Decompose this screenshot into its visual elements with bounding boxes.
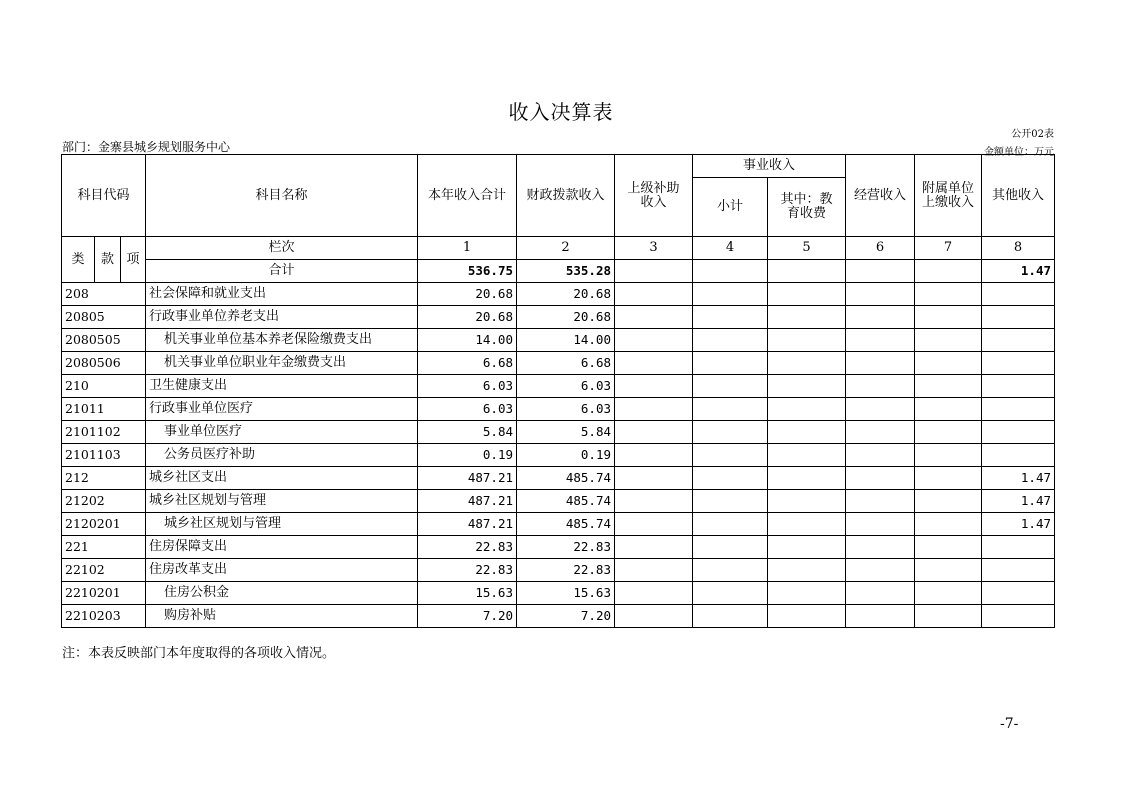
other-income-cell [982,421,1055,444]
superior-subsidy-cell [615,490,693,513]
subtotal-cell [693,467,768,490]
education-fee-cell [768,421,846,444]
superior-subsidy-cell [615,329,693,352]
subtotal-cell [693,306,768,329]
superior-subsidy-cell [615,536,693,559]
superior-subsidy-cell [615,559,693,582]
fiscal-income-cell: 7.20 [517,605,615,628]
affiliated-income-cell [915,582,982,605]
subtotal-cell [693,283,768,306]
superior-subsidy-cell [615,352,693,375]
business-income-cell [846,398,915,421]
header-career-income: 事业收入 [693,155,846,178]
fiscal-income-cell: 485.74 [517,513,615,536]
subtotal-cell [693,605,768,628]
education-fee-cell [768,536,846,559]
affiliated-income-cell [915,398,982,421]
unit-label: 金额单位：万元 [984,147,1054,158]
col-number: 6 [846,237,915,260]
total-income-cell: 22.83 [418,536,517,559]
business-income-cell [846,375,915,398]
subtotal-cell [693,352,768,375]
subject-code-cell: 212 [62,467,146,490]
affiliated-income-cell [915,283,982,306]
subject-code-cell: 2101102 [62,421,146,444]
table-row [62,421,1055,444]
subject-name-cell: 住房改革支出 [146,559,418,582]
fiscal-income-cell: 22.83 [517,559,615,582]
table-row [62,398,1055,421]
fiscal-income-cell: 15.63 [517,582,615,605]
table-body [62,283,1055,628]
table-row [62,536,1055,559]
table-row [62,513,1055,536]
subject-name-cell: 行政事业单位养老支出 [146,306,418,329]
business-income-cell [846,605,915,628]
affiliated-income-cell [915,421,982,444]
table-row [62,490,1055,513]
col-number: 3 [615,237,693,260]
subtotal-cell [693,582,768,605]
table-row [62,283,1055,306]
table-row [62,582,1055,605]
subtotal-cell [693,513,768,536]
subject-code-cell: 21202 [62,490,146,513]
subject-code-cell: 2120201 [62,513,146,536]
superior-subsidy-cell [615,582,693,605]
business-income-cell [846,490,915,513]
other-income-cell [982,444,1055,467]
total-income-cell: 0.19 [418,444,517,467]
business-income-cell [846,513,915,536]
fiscal-income-cell: 20.68 [517,283,615,306]
total-income-cell: 15.63 [418,582,517,605]
other-income-cell [982,306,1055,329]
education-fee-cell [768,352,846,375]
form-code: 公开02表 [1011,129,1054,140]
header-subtotal: 小计 [693,178,768,237]
header-superior-subsidy: 上级补助收入 [615,155,693,237]
subject-code-cell: 2210201 [62,582,146,605]
superior-subsidy-cell [615,306,693,329]
total-subtotal-value [693,260,768,283]
fiscal-income-cell: 5.84 [517,421,615,444]
total-income-cell: 487.21 [418,467,517,490]
fiscal-income-cell: 6.03 [517,398,615,421]
col-number: 7 [915,237,982,260]
total-income-cell: 14.00 [418,329,517,352]
business-income-cell [846,536,915,559]
subtotal-cell [693,398,768,421]
page-number: -7- [1000,716,1019,732]
subject-name-cell: 购房补贴 [146,605,418,628]
subject-name-cell: 社会保障和就业支出 [146,283,418,306]
education-fee-cell [768,513,846,536]
affiliated-income-cell [915,490,982,513]
education-fee-cell [768,559,846,582]
subtotal-cell [693,536,768,559]
header-xiang: 项 [121,237,146,283]
subtotal-cell [693,375,768,398]
subject-code-cell: 221 [62,536,146,559]
col-number: 8 [982,237,1055,260]
total-business-value [846,260,915,283]
subject-code-cell: 208 [62,283,146,306]
other-income-cell: 1.47 [982,467,1055,490]
col-number: 5 [768,237,846,260]
subtotal-cell [693,490,768,513]
affiliated-income-cell [915,536,982,559]
col-number: 4 [693,237,768,260]
education-fee-cell [768,490,846,513]
superior-subsidy-cell [615,444,693,467]
fiscal-income-cell: 20.68 [517,306,615,329]
business-income-cell [846,467,915,490]
education-fee-cell [768,605,846,628]
income-table [61,154,1055,628]
total-income-cell: 20.68 [418,306,517,329]
total-row [62,260,1055,283]
affiliated-income-cell [915,306,982,329]
subject-code-cell: 22102 [62,559,146,582]
total-income-cell: 487.21 [418,513,517,536]
total-income-cell: 5.84 [418,421,517,444]
affiliated-income-cell [915,559,982,582]
education-fee-cell [768,329,846,352]
superior-subsidy-cell [615,375,693,398]
education-fee-cell [768,398,846,421]
col-number: 1 [418,237,517,260]
business-income-cell [846,421,915,444]
total-income-cell: 7.20 [418,605,517,628]
superior-subsidy-cell [615,605,693,628]
header-lei: 类 [62,237,95,283]
subject-code-cell: 2080505 [62,329,146,352]
subject-name-cell: 住房保障支出 [146,536,418,559]
subject-code-cell: 21011 [62,398,146,421]
total-income-cell: 6.68 [418,352,517,375]
fiscal-income-cell: 22.83 [517,536,615,559]
subject-name-cell: 城乡社区规划与管理 [146,490,418,513]
subject-code-cell: 2101103 [62,444,146,467]
fiscal-income-cell: 0.19 [517,444,615,467]
col-number: 2 [517,237,615,260]
header-fiscal-income: 财政拨款收入 [517,155,615,237]
total-education-value [768,260,846,283]
fiscal-income-cell: 485.74 [517,490,615,513]
subject-name-cell: 事业单位医疗 [146,421,418,444]
total-superior-value [615,260,693,283]
other-income-cell [982,559,1055,582]
subtotal-cell [693,444,768,467]
total-label: 合计 [146,260,418,283]
subject-code-cell: 2210203 [62,605,146,628]
superior-subsidy-cell [615,398,693,421]
table-row [62,329,1055,352]
other-income-cell: 1.47 [982,513,1055,536]
total-income-value: 536.75 [418,260,517,283]
business-income-cell [846,559,915,582]
other-income-cell [982,582,1055,605]
header-lanci: 栏次 [146,237,418,260]
affiliated-income-cell [915,444,982,467]
department-label: 部门：金寨县城乡规划服务中心 [62,140,231,154]
header-other-income: 其他收入 [982,155,1055,237]
total-income-cell: 6.03 [418,375,517,398]
superior-subsidy-cell [615,283,693,306]
total-fiscal-value: 535.28 [517,260,615,283]
other-income-cell [982,375,1055,398]
other-income-cell [982,398,1055,421]
subtotal-cell [693,559,768,582]
subject-code-cell: 210 [62,375,146,398]
table-note: 注：本表反映部门本年度取得的各项收入情况。 [62,646,336,661]
subtotal-cell [693,421,768,444]
header-business-income: 经营收入 [846,155,915,237]
education-fee-cell [768,306,846,329]
subject-name-cell: 公务员医疗补助 [146,444,418,467]
table-row [62,352,1055,375]
business-income-cell [846,329,915,352]
business-income-cell [846,306,915,329]
table-row [62,605,1055,628]
business-income-cell [846,283,915,306]
total-income-cell: 487.21 [418,490,517,513]
total-other-value: 1.47 [982,260,1055,283]
education-fee-cell [768,444,846,467]
education-fee-cell [768,582,846,605]
other-income-cell [982,605,1055,628]
subject-name-cell: 住房公积金 [146,582,418,605]
subject-name-cell: 城乡社区规划与管理 [146,513,418,536]
superior-subsidy-cell [615,513,693,536]
affiliated-income-cell [915,352,982,375]
total-income-cell: 22.83 [418,559,517,582]
subject-code-cell: 20805 [62,306,146,329]
other-income-cell: 1.47 [982,490,1055,513]
total-income-cell: 20.68 [418,283,517,306]
fiscal-income-cell: 6.68 [517,352,615,375]
superior-subsidy-cell [615,467,693,490]
table-row [62,306,1055,329]
total-income-cell: 6.03 [418,398,517,421]
fiscal-income-cell: 6.03 [517,375,615,398]
education-fee-cell [768,375,846,398]
total-affiliated-value [915,260,982,283]
table-row [62,444,1055,467]
subject-name-cell: 机关事业单位基本养老保险缴费支出 [146,329,418,352]
subject-name-cell: 卫生健康支出 [146,375,418,398]
subject-code-cell: 2080506 [62,352,146,375]
header-subject-name: 科目名称 [146,155,418,237]
affiliated-income-cell [915,513,982,536]
education-fee-cell [768,283,846,306]
affiliated-income-cell [915,375,982,398]
subject-name-cell: 城乡社区支出 [146,467,418,490]
header-total-income: 本年收入合计 [418,155,517,237]
header-education-fee: 其中：教育收费 [768,178,846,237]
subject-name-cell: 机关事业单位职业年金缴费支出 [146,352,418,375]
header-affiliated-income: 附属单位上缴收入 [915,155,982,237]
education-fee-cell [768,467,846,490]
affiliated-income-cell [915,467,982,490]
header-subject-code: 科目代码 [62,155,146,237]
subject-name-cell: 行政事业单位医疗 [146,398,418,421]
business-income-cell [846,352,915,375]
business-income-cell [846,582,915,605]
other-income-cell [982,329,1055,352]
superior-subsidy-cell [615,421,693,444]
affiliated-income-cell [915,329,982,352]
fiscal-income-cell: 485.74 [517,467,615,490]
table-row [62,467,1055,490]
table-row [62,559,1055,582]
other-income-cell [982,283,1055,306]
header-kuan: 款 [95,237,121,283]
table-row [62,375,1055,398]
fiscal-income-cell: 14.00 [517,329,615,352]
other-income-cell [982,352,1055,375]
other-income-cell [982,536,1055,559]
affiliated-income-cell [915,605,982,628]
page-title: 收入决算表 [508,100,614,124]
subtotal-cell [693,329,768,352]
business-income-cell [846,444,915,467]
